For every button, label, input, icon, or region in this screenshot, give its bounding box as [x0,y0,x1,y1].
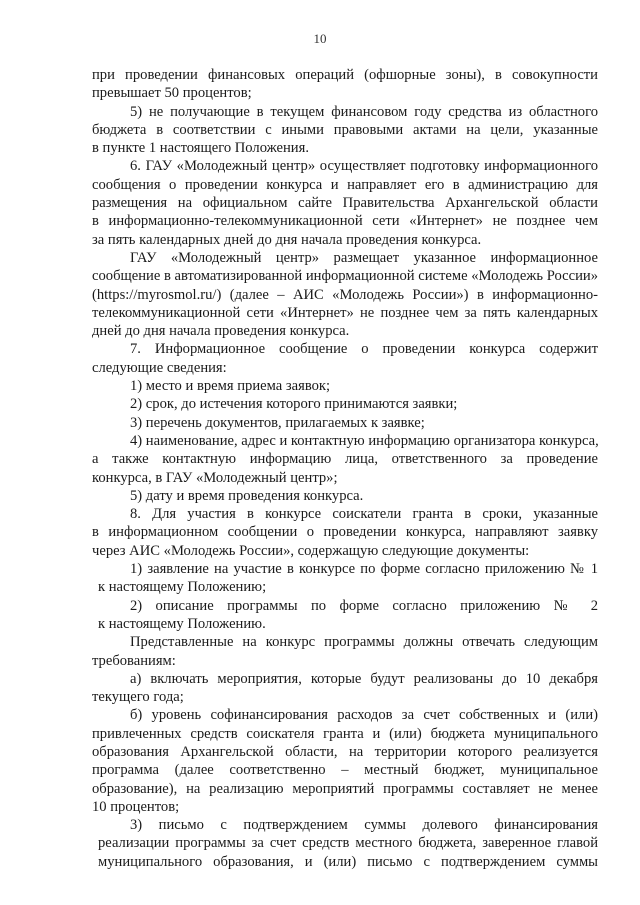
text-line: привлеченных средств соискателя гранта и (или) бюджета муниципального [92,725,598,742]
text-line: б) уровень софинансирования расходов за счет собственных и (или) [130,707,598,724]
text-line: бюджета в соответствии с иными правовыми актами на цели, указанные [92,121,598,138]
text-line: Представленные на конкурс программы должны отвечать следующим [130,634,598,651]
text-line: 2) описание программы по форме согласно приложению № 2 [130,597,598,614]
text-line: 8. Для участия в конкурсе соискатели гранта в сроки, указанные [130,506,598,523]
text-line: требованиям: [92,652,176,669]
text-line: при проведении финансовых операций (офшорные зоны), в совокупности [92,67,598,83]
text-line: муниципального образования, и (или) письмо с подтверждением суммы [98,853,598,870]
page-number: 10 [313,31,327,46]
text-line: за пять календарных дней до дня начала проведения конкурса. [92,231,482,248]
text-line: 7. Информационное сообщение о проведении конкурса содержит [130,341,598,358]
text-line: конкурса, в ГАУ «Молодежный центр»; [92,469,338,486]
text-line: 5) не получающие в текущем финансовом году средства из областного [130,103,598,120]
document-body [92,66,598,871]
text-line: следующие сведения: [92,359,227,376]
text-line: реализации программы за счет средств местного бюджета, заверенное главой [98,835,598,852]
text-line: превышает 50 процентов; [92,85,252,102]
text-line: 3) письмо с подтверждением суммы долевого финансирования [130,817,598,834]
text-line: образование), на реализацию мероприятий программы составляет не менее [92,780,598,797]
text-line: 1) место и время приема заявок; [130,378,331,395]
text-line: 6. ГАУ «Молодежный центр» осуществляет подготовку информационного [130,158,598,175]
text-line: в пункте 1 настоящего Положения. [92,140,309,157]
text-line: образования Архангельской области, на территории которого реализуется [92,743,598,760]
text-line: сообщения о проведении конкурса и направляет его в администрацию для [92,176,598,193]
text-line: в информационном сообщении о проведении конкурса, направляют заявку [92,524,598,541]
text-line: к настоящему Положению; [98,579,267,596]
text-line: 10 процентов; [92,798,180,815]
text-line: размещения на официальном сайте Правительства Архангельской области [92,195,598,212]
text-line: сообщение в автоматизированной информационной системе «Молодежь России» [92,268,598,285]
text-line: 1) заявление на участие в конкурсе по форме согласно приложению № 1 [130,561,598,578]
text-line: а) включать мероприятия, которые будут реализованы до 10 декабря [130,670,598,687]
text-line: а также контактную информацию лица, ответственного за проведение [92,451,598,468]
text-line: к настоящему Положению. [98,615,266,632]
text-line: через АИС «Молодежь России», содержащую следующие документы: [92,542,530,559]
text-line: 4) наименование, адрес и контактную информацию организатора конкурса, [130,432,599,449]
text-line: ГАУ «Молодежный центр» размещает указанное информационное [130,249,598,266]
text-line: программа (далее соответственно – местный бюджет, муниципальное [92,762,598,779]
text-line: 2) срок, до истечения которого принимаются заявки; [130,396,458,413]
text-line: дней до дня начала проведения конкурса. [92,323,350,340]
text-line: текущего года; [92,689,184,706]
text-line: в информационно-телекоммуникационной сети «Интернет» не позднее чем [92,213,598,230]
text-line: телекоммуникационной сети «Интернет» не позднее чем за пять календарных [92,304,598,321]
text-line: 5) дату и время проведения конкурса. [130,487,364,504]
text-line: (https://myrosmol.ru/) (далее – АИС «Молодежь России») в информационно- [92,286,598,303]
text-line: 3) перечень документов, прилагаемых к заявке; [130,414,425,431]
